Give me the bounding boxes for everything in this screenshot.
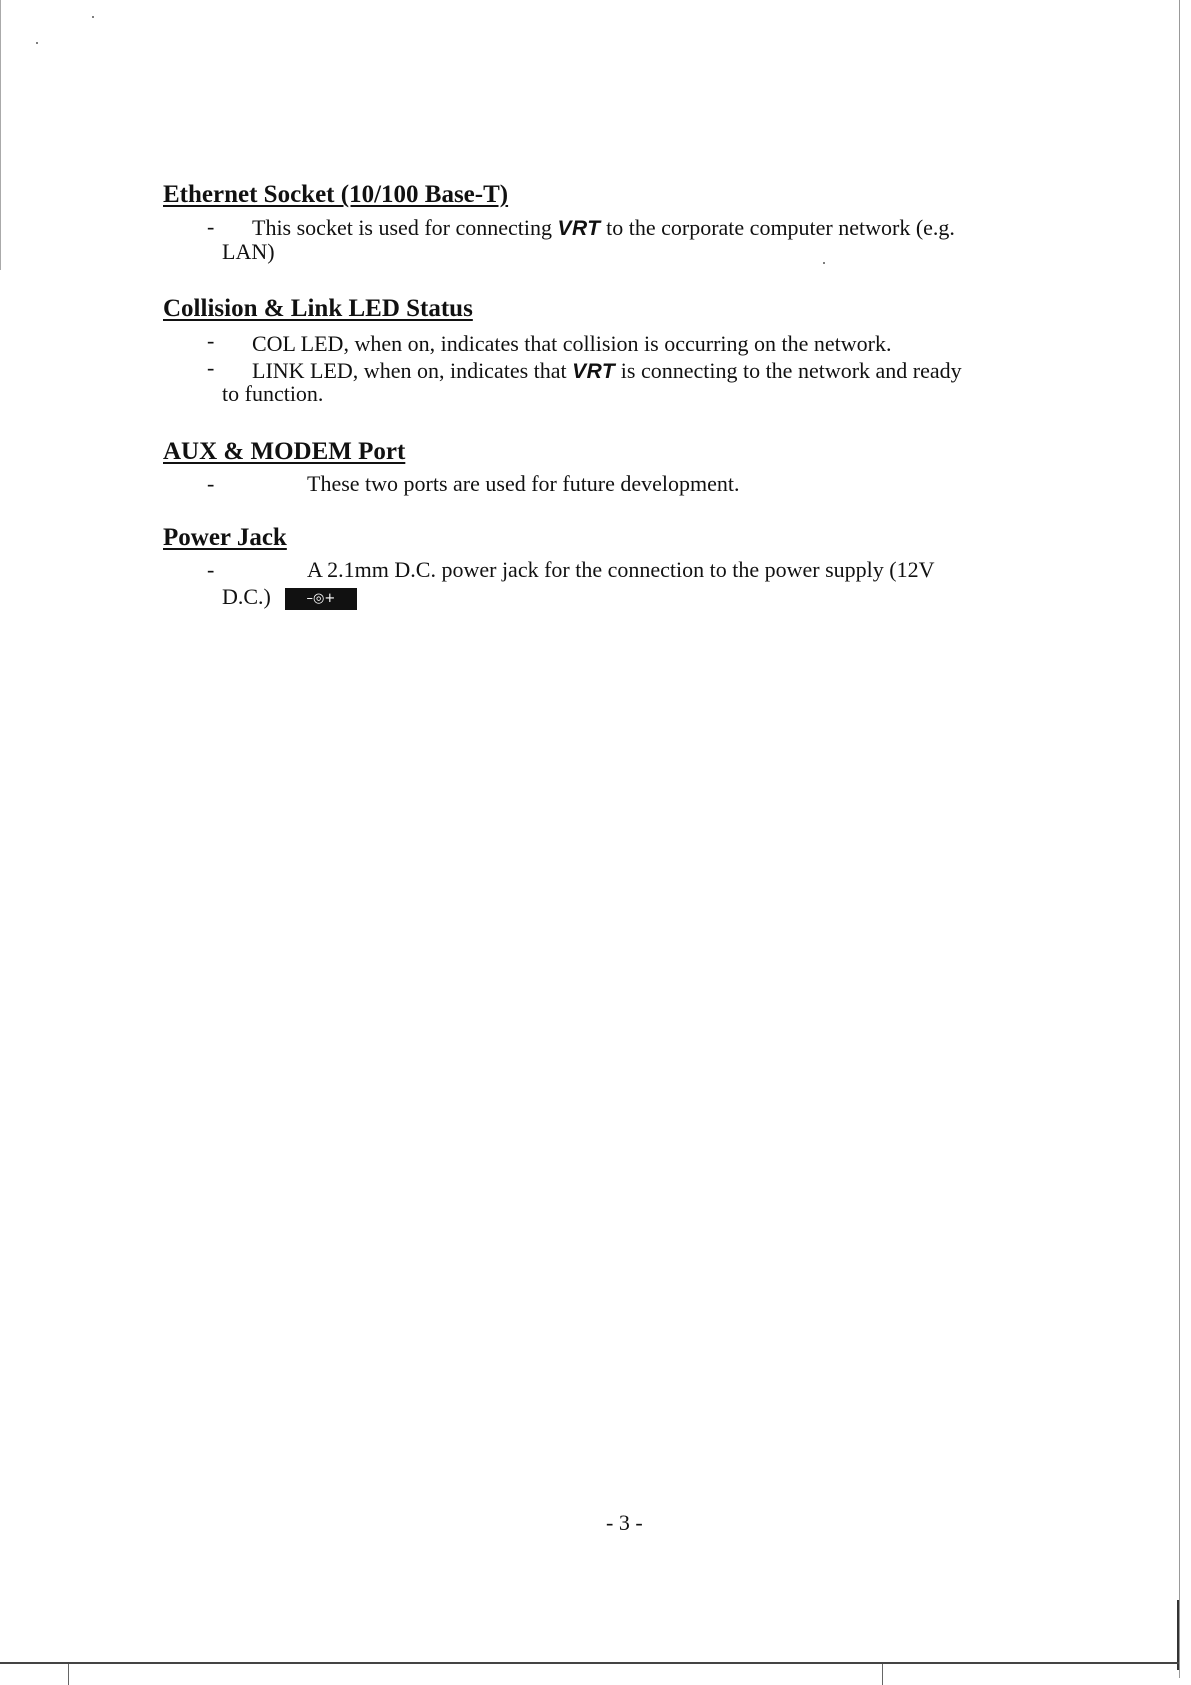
bottom-tick-left — [68, 1664, 69, 1685]
scan-speck — [92, 16, 94, 18]
bullet-dash: - — [207, 328, 215, 353]
bullet-dash: - — [207, 355, 215, 380]
right-border-accent — [1177, 1600, 1179, 1670]
heading-power-jack: Power Jack — [163, 524, 287, 551]
ethernet-socket-text-line1 — [252, 216, 955, 241]
text-fragment: to the corporate computer network (e.g. — [600, 215, 955, 240]
page-number: - 3 - — [606, 1510, 643, 1535]
power-jack-text-line1: A 2.1mm D.C. power jack for the connection to the power supply (12V — [307, 557, 935, 582]
brand-vrt: VRT — [557, 217, 601, 240]
bullet-dash: - — [207, 214, 215, 239]
right-border-line — [1179, 0, 1180, 1678]
scan-speck — [36, 42, 38, 44]
text-fragment: LINK LED, when on, indicates that — [252, 358, 573, 383]
bottom-border-line — [0, 1662, 1179, 1664]
scan-speck — [823, 262, 825, 264]
text-fragment: This socket is used for connecting — [252, 215, 558, 240]
left-border-line — [0, 0, 1, 270]
col-led-text: COL LED, when on, indicates that collision is occurring on the network. — [252, 331, 892, 356]
heading-ethernet-socket: Ethernet Socket (10/100 Base-T) — [163, 181, 509, 208]
heading-aux-modem-port: AUX & MODEM Port — [163, 438, 406, 465]
heading-collision-link-led: Collision & Link LED Status — [163, 295, 473, 322]
power-jack-text-line2 — [222, 585, 357, 610]
bullet-dash: - — [207, 557, 215, 582]
link-led-text-line2: to function. — [222, 381, 324, 406]
aux-modem-text: These two ports are used for future development. — [307, 471, 740, 496]
bottom-tick-right — [882, 1664, 883, 1685]
ethernet-socket-text-line2: LAN) — [222, 239, 275, 264]
dc-polarity-icon: –◎+ — [285, 588, 357, 610]
text-fragment: is connecting to the network and ready — [615, 358, 962, 383]
text-fragment: D.C.) — [222, 584, 271, 609]
brand-vrt: VRT — [572, 360, 616, 383]
bullet-dash: - — [207, 471, 215, 496]
link-led-text-line1 — [252, 359, 962, 384]
